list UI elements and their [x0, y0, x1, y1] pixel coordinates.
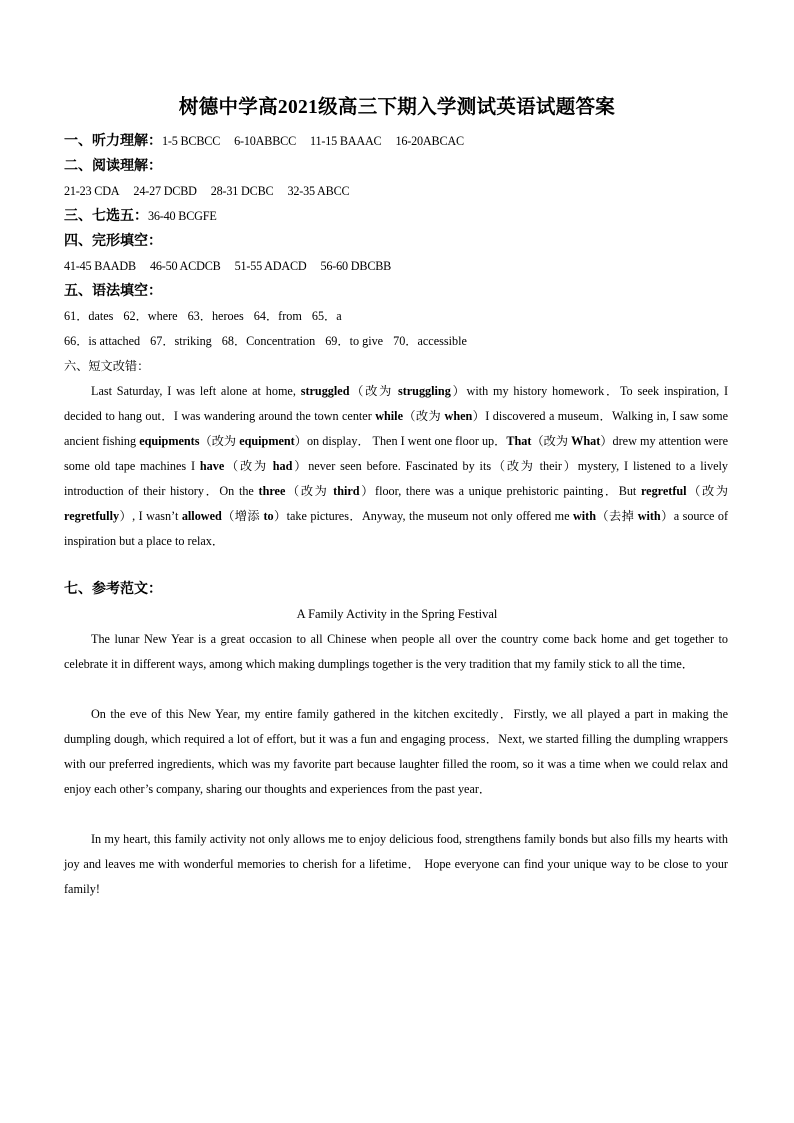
correction-word: to	[263, 509, 274, 523]
error-word: while	[375, 409, 403, 423]
answer-group: 32-35 ABCC	[287, 184, 350, 198]
essay-paragraph: The lunar New Year is a great occasion to all Chinese when people all over the country come back home and get together to celebrate it in different ways, among which making dumplings together is the very tradition that my family stick to all the time．	[64, 632, 728, 671]
essay-title: A Family Activity in the Spring Festival	[296, 607, 498, 621]
error-word: equipments	[139, 434, 200, 448]
grammar-answer: 62．where	[123, 309, 178, 323]
grammar-answer: 61．dates	[64, 309, 114, 323]
grammar-answer: 67．striking	[150, 334, 212, 348]
grammar-answer: 69．to give	[325, 334, 384, 348]
error-correction-passage: Last Saturday, I was left alone at home, struggled（改为 struggling）with my history homework．To seek inspiration, I decided to hang out．I was wandering around the town center while（改为 when）I discovered a museum．Walking in, I saw some ancient fishing equipments（改为 equipment）on display． Then I went one floor up．That（改为 What）drew my attention were some old tape machines I have（改为 had）never seen before. Fascinated by its（改为 their）mystery, I listened to a lively introduction of their history．On the three（改为 third）floor, there was a unique prehistoric painting．But regretful（改为 regretfully）, I wasn’t allowed（增添 to）take pictures．Anyway, the museum not only offered me with（去掉 with）a source of inspiration but a place to relax．	[64, 384, 729, 548]
listening-heading: 一、听力理解：	[64, 134, 162, 149]
grammar-answer: 68．Concentration	[221, 334, 316, 348]
model-essay-heading: 七、参考范文：	[64, 582, 162, 597]
grammar-answer: 65．a	[311, 309, 342, 323]
correction-word: third	[333, 484, 360, 498]
correction-word: when	[444, 409, 473, 423]
answer-group: 51-55 ADACD	[234, 259, 307, 273]
grammar-answers-row1	[64, 304, 732, 329]
reading-answers	[64, 179, 732, 204]
cloze-answers	[64, 254, 732, 279]
cloze-heading: 四、完形填空：	[64, 234, 162, 249]
listening-answers	[162, 134, 478, 148]
error-word: regretful	[640, 484, 687, 498]
correction-word: with	[637, 509, 661, 523]
correction-word: equipment	[239, 434, 295, 448]
answer-group: 28-31 DCBC	[210, 184, 274, 198]
answer-group: 16-20ABCAC	[395, 134, 464, 148]
correction-word: regretfully	[64, 509, 120, 523]
seven-choose-five-answer: 36-40 BCGFE	[148, 209, 217, 223]
answer-group: 46-50 ACDCB	[149, 259, 221, 273]
listening-section	[64, 129, 732, 154]
error-word: with	[572, 509, 597, 523]
reading-heading: 二、阅读理解：	[64, 159, 162, 174]
error-correction-heading: 六、短文改错：	[64, 359, 150, 373]
error-word: three	[258, 484, 286, 498]
answer-group: 41-45 BAADB	[64, 259, 136, 273]
correction-word: struggling	[397, 384, 451, 398]
correction-word: What	[571, 434, 601, 448]
answer-group: 21-23 CDA	[64, 184, 120, 198]
answer-group: 56-60 DBCBB	[320, 259, 392, 273]
error-word: allowed	[181, 509, 222, 523]
error-word: struggled	[300, 384, 350, 398]
page-title: 树德中学高2021级高三下期入学测试英语试题答案	[178, 97, 616, 118]
answer-group: 1-5 BCBCC	[162, 134, 221, 148]
grammar-answer: 70．accessible	[393, 334, 467, 348]
grammar-answers-row2	[64, 329, 732, 354]
essay-paragraph: In my heart, this family activity not only allows me to enjoy delicious food, strengthens family bonds but also fills my hearts with joy and leaves me with wonderful memories to cherish for a lifetime． Hope everyone can find your unique way to be close to your family!	[64, 832, 728, 896]
answer-group: 24-27 DCBD	[133, 184, 197, 198]
seven-choose-five-heading: 三、七选五：	[64, 209, 148, 224]
error-word: have	[199, 459, 225, 473]
error-word: That	[506, 434, 532, 448]
answer-group: 11-15 BAAAC	[310, 134, 382, 148]
grammar-answer: 66．is attached	[64, 334, 141, 348]
grammar-heading: 五、语法填空：	[64, 284, 162, 299]
grammar-answer: 64．from	[253, 309, 302, 323]
grammar-answer: 63．heroes	[187, 309, 244, 323]
answer-group: 6-10ABBCC	[234, 134, 296, 148]
seven-choose-five-section	[64, 204, 732, 229]
correction-word: had	[272, 459, 293, 473]
essay-paragraph: On the eve of this New Year, my entire family gathered in the kitchen excitedly．Firstly, we all played a part in making the dumpling dough, which required a lot of effort, but it was a fun and engaging process．Next, we started filling the dumpling wrappers with our preferred ingredients, which was my favorite part because laughter filled the room, so it was a time when we could relax and enjoy each other’s company, sharing our thoughts and experiences from the past year．	[64, 707, 728, 796]
